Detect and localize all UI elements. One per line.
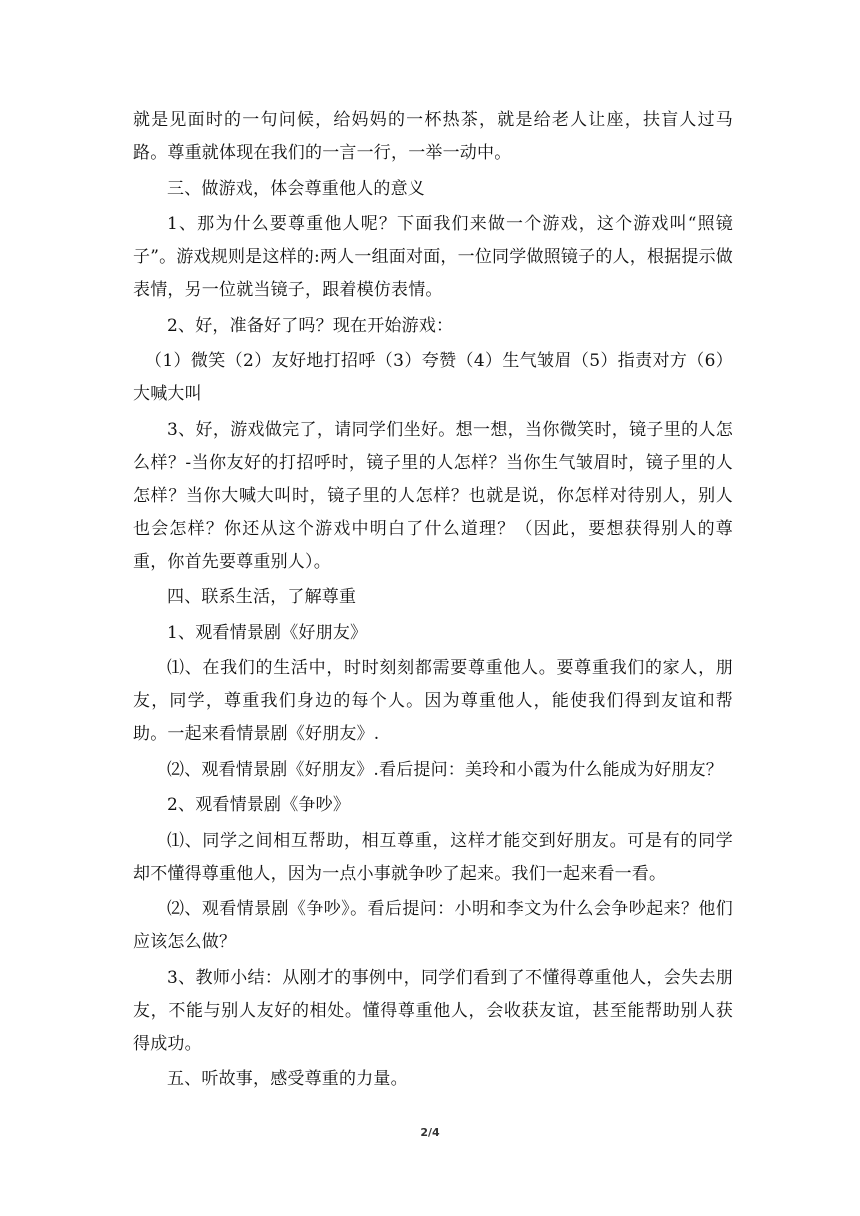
- paragraph: 3、好，游戏做完了，请同学们坐好。想一想，当你微笑时，镜子里的人怎么样？-当你友好的打招呼时，镜子里的人怎样？当你生气皱眉时，镜子里的人怎样？当你大喊大叫时，镜子里的人怎样？也就是说，你怎样对待别人，别人也会怎样？你还从这个游戏中明白了什么道理？（因此，要想获得别人的尊重，你首先要尊重别人）。: [133, 419, 733, 572]
- paragraph: 1、那为什么要尊重他人呢？下面我们来做一个游戏，这个游戏叫“照镜子”。游戏规则是这样的:两人一组面对面，一位同学做照镜子的人，根据提示做表情，另一位就当镜子，跟着模仿表情。: [133, 214, 733, 300]
- paragraph: ⑵、观看情景剧《争吵》。看后提问：小明和李文为什么会争吵起来？他们应该怎么做？: [133, 899, 733, 952]
- paragraph: ⑴、在我们的生活中，时时刻刻都需要尊重他人。要尊重我们的家人，朋友，同学，尊重我们身边的每个人。因为尊重他人，能使我们得到友谊和帮助。一起来看情景剧《好朋友》.: [133, 658, 733, 744]
- section-heading: 五、听故事，感受尊重的力量。: [167, 1069, 408, 1089]
- paragraph: 就是见面时的一句问候，给妈妈的一杯热茶，就是给老人让座，扶盲人过马路。尊重就体现在我们的一言一行，一举一动中。: [133, 110, 733, 163]
- paragraph: 2、好，准备好了吗？现在开始游戏：: [167, 315, 454, 336]
- page-number: 2/4: [420, 1126, 440, 1139]
- paragraph: ⑵、观看情景剧《好朋友》.看后提问：美玲和小霞为什么能成为好朋友？: [167, 759, 724, 780]
- subsection-heading: 2、观看情景剧《争吵》: [167, 795, 351, 815]
- paragraph: 3、教师小结：从刚才的事例中，同学们看到了不懂得尊重他人，会失去朋友，不能与别人友好的相处。懂得尊重他人，会收获友谊，甚至能帮助别人获得成功。: [133, 967, 733, 1054]
- section-heading: 四、联系生活，了解尊重: [167, 587, 357, 607]
- section-heading: 三、做游戏，体会尊重他人的意义: [167, 178, 425, 199]
- list-item: （1）微笑（2）友好地打招呼（3）夸赞（4）生气皱眉（5）指责对方（6）大喊大叫: [133, 351, 733, 404]
- document-body: [133, 104, 733, 1099]
- subsection-heading: 1、观看情景剧《好朋友》: [167, 622, 368, 643]
- paragraph: ⑴、同学之间相互帮助，相互尊重，这样才能交到好朋友。可是有的同学却不懂得尊重他人，因为一点小事就争吵了起来。我们一起来看一看。: [133, 830, 733, 884]
